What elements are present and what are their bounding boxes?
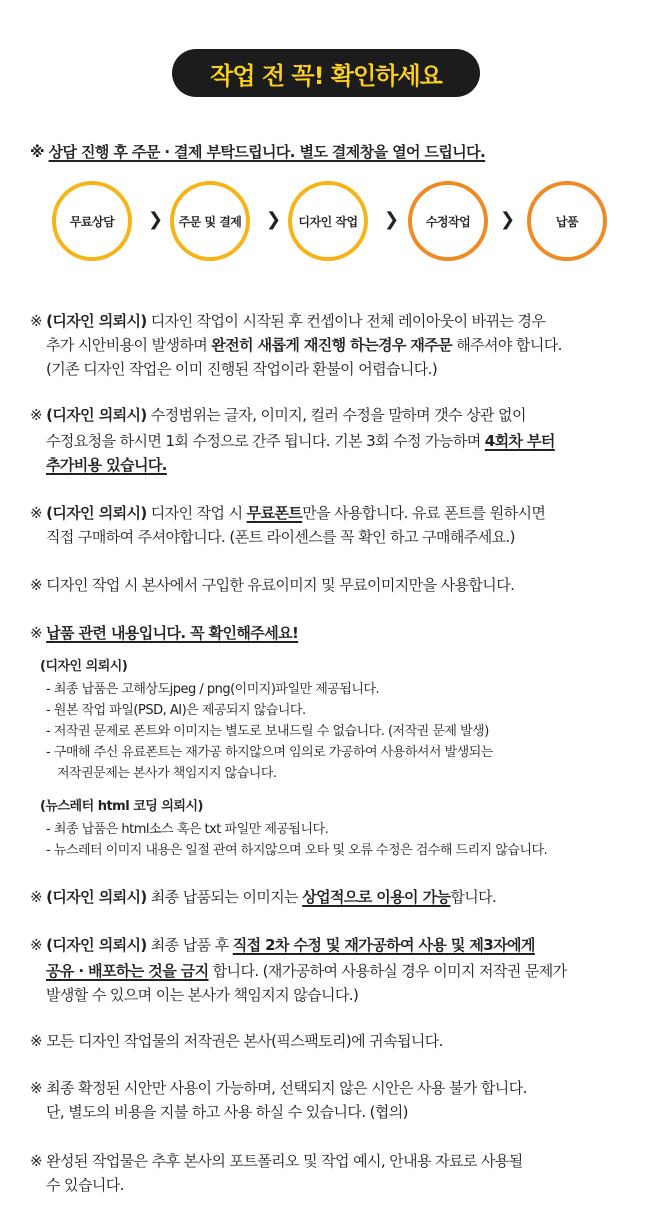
delivery-item: - 원본 작업 파일(PSD, AI)은 제공되지 않습니다. xyxy=(46,703,306,718)
step-revision: 수정작업 xyxy=(408,181,488,261)
note-2-line-1: ※ (디자인 의뢰시) 수정범위는 글자, 이미지, 컬러 수정을 말하며 갯수 상관 없이 xyxy=(30,406,526,424)
chevron-right-icon: ❯ xyxy=(148,209,164,230)
note-9-line-1: ※ 최종 확정된 시안만 사용이 가능하며, 선택되지 않은 시안은 사용 불가 합니다. xyxy=(30,1079,527,1097)
delivery-item: - 최종 납품은 고해상도jpeg / png(이미지)파일만 제공됩니다. xyxy=(46,682,380,697)
page-title: 작업 전 꼭! 확인하세요 xyxy=(210,61,442,90)
note-3-line-2: 직접 구매하여 주셔야합니다. (폰트 라이센스를 꼭 확인 하고 구매해주세요.) xyxy=(46,528,515,546)
note-8: ※ 모든 디자인 작업물의 저작권은 본사(픽스팩토리)에 귀속됩니다. xyxy=(30,1032,443,1050)
note-3-line-1: ※ (디자인 의뢰시) 디자인 작업 시 무료폰트만을 사용합니다. 유료 폰트를 원하시면 xyxy=(30,504,546,522)
note-1-line-2: 추가 시안비용이 발생하며 완전히 새롭게 재진행 하는경우 재주문 해주셔야 합니다. xyxy=(46,336,562,354)
chevron-right-icon: ❯ xyxy=(500,209,516,230)
process-heading xyxy=(30,141,485,162)
delivery-sub-design: (디자인 의뢰시) xyxy=(40,659,128,674)
process-heading-text: 상담 진행 후 주문 · 결제 부탁드립니다. 별도 결제창을 열어 드립니다. xyxy=(48,143,486,161)
note-10-line-2: 수 있습니다. xyxy=(46,1176,124,1194)
note-2-line-2: 수정요청을 하시면 1회 수정으로 간주 됩니다. 기본 3회 수정 가능하며 4회차 부터 xyxy=(46,432,555,450)
delivery-item: - 뉴스레터 이미지 내용은 일절 관여 하지않으며 오타 및 오류 수정은 검수해 드리지 않습니다. xyxy=(46,843,548,858)
note-2-line-3: 추가비용 있습니다. xyxy=(46,456,167,474)
delivery-item: - 저작권 문제로 폰트와 이미지는 별도로 보내드릴 수 없습니다. (저작권 문제 발생) xyxy=(46,724,489,739)
note-6: ※ (디자인 의뢰시) 최종 납품되는 이미지는 상업적으로 이용이 가능합니다. xyxy=(30,888,497,906)
note-7-line-1: ※ (디자인 의뢰시) 최종 납품 후 직접 2차 수정 및 재가공하여 사용 및 제3자에게 xyxy=(30,936,535,954)
step-order-payment: 주문 및 결제 xyxy=(170,181,250,261)
step-delivery: 납품 xyxy=(527,181,607,261)
delivery-item: - 최종 납품은 html소스 혹은 txt 파일만 제공됩니다. xyxy=(46,822,329,837)
note-9-line-2: 단, 별도의 비용을 지불 하고 사용 하실 수 있습니다. (협의) xyxy=(46,1103,408,1121)
note-1-line-1: ※ (디자인 의뢰시) 디자인 작업이 시작된 후 컨셉이나 전체 레이아웃이 바뀌는 경우 xyxy=(30,312,546,330)
step-free-consult: 무료상담 xyxy=(52,181,132,261)
note-10-line-1: ※ 완성된 작업물은 추후 본사의 포트폴리오 및 작업 예시, 안내용 자료로 사용될 xyxy=(30,1152,523,1170)
note-mark: ※ xyxy=(30,143,44,161)
note-7-line-3: 발생할 수 있으며 이는 본사가 책임지지 않습니다.) xyxy=(46,986,359,1004)
note-7-line-2: 공유 · 배포하는 것을 금지 합니다. (재가공하여 사용하실 경우 이미지 저작권 문제가 xyxy=(46,962,567,980)
note-4: ※ 디자인 작업 시 본사에서 구입한 유료이미지 및 무료이미지만을 사용합니다. xyxy=(30,576,515,594)
chevron-right-icon: ❯ xyxy=(384,209,400,230)
chevron-right-icon: ❯ xyxy=(266,209,282,230)
note-1-line-3: (기존 디자인 작업은 이미 진행된 작업이라 환불이 어렵습니다.) xyxy=(46,360,438,378)
step-design-work: 디자인 작업 xyxy=(288,181,368,261)
delivery-heading: ※ 납품 관련 내용입니다. 꼭 확인해주세요! xyxy=(30,624,299,642)
delivery-sub-newsletter: (뉴스레터 html 코딩 의뢰시) xyxy=(40,799,203,814)
page-title-banner xyxy=(172,49,480,97)
delivery-item: 저작권문제는 본사가 책임지지 않습니다. xyxy=(57,766,277,781)
delivery-item: - 구매해 주신 유료폰트는 재가공 하지않으며 임의로 가공하여 사용하셔서 발생되는 xyxy=(46,745,493,760)
